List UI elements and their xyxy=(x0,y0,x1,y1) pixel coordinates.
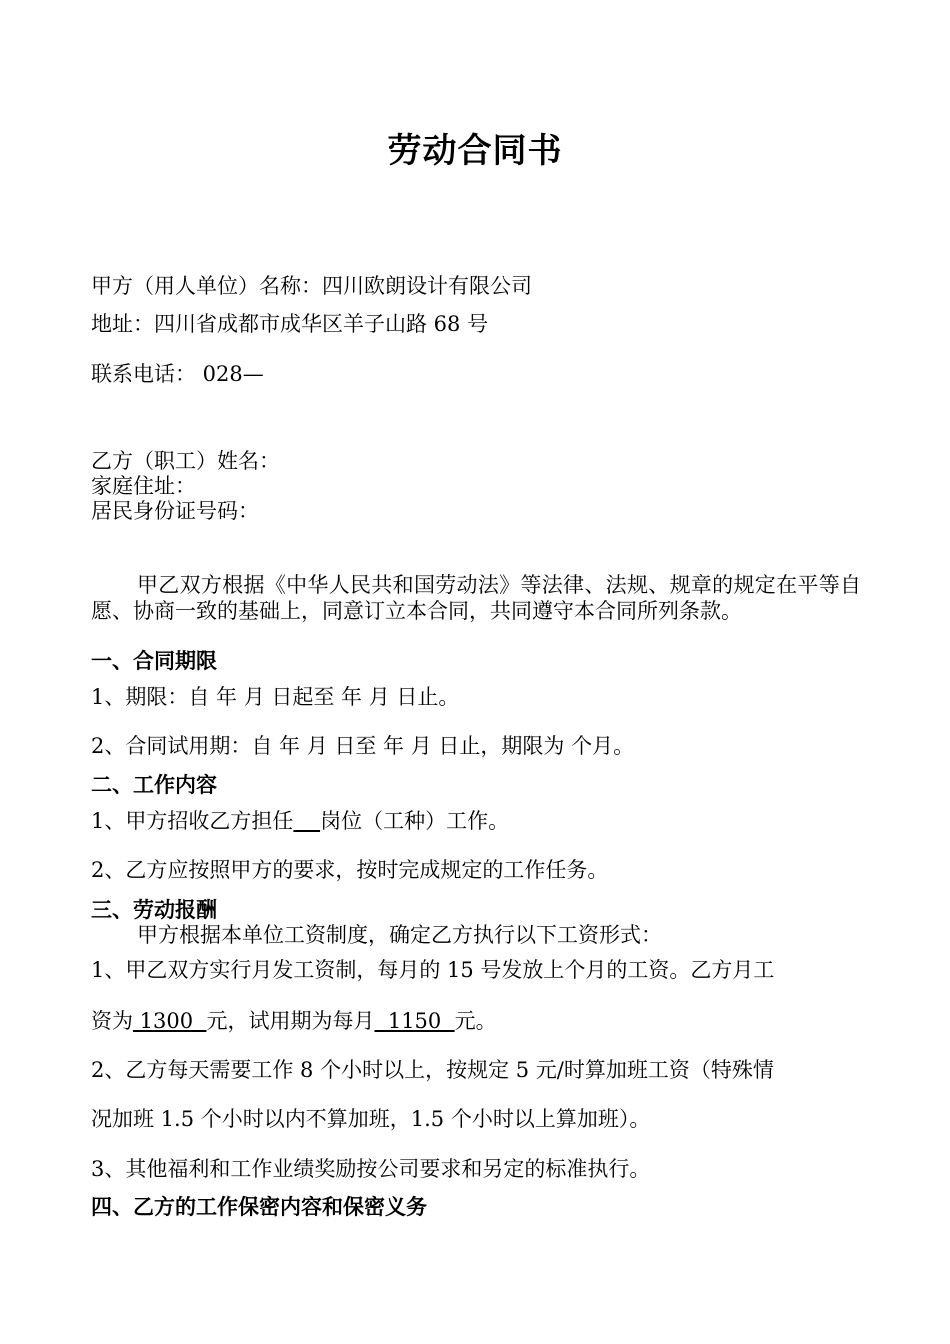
salary-middle: 元，试用期为每月 xyxy=(206,1009,375,1033)
section-3-item-1-line-2 xyxy=(91,1008,497,1034)
probation-salary: 1150 xyxy=(374,1009,455,1033)
section-3-item-2-line-1: 2、乙方每天需要工作 8 个小时以上，按规定 5 元/时算加班工资（特殊情 xyxy=(91,1058,774,1082)
section-1-item-1: 1、期限：自 年 月 日起至 年 月 日止。 xyxy=(91,685,460,709)
section-3-heading: 三、劳动报酬 xyxy=(91,898,217,922)
salary-suffix: 元。 xyxy=(454,1009,497,1033)
section-3-item-1-line-1: 1、甲乙双方实行月发工资制，每月的 15 号发放上个月的工资。乙方月工 xyxy=(91,958,775,982)
party-a-address: 地址：四川省成都市成华区羊子山路 68 号 xyxy=(91,312,489,336)
position-blank xyxy=(293,809,320,833)
section-2-heading: 二、工作内容 xyxy=(91,773,217,797)
section-2-item-1-prefix: 1、甲方招收乙方担任 xyxy=(91,809,294,833)
document-title: 劳动合同书 xyxy=(387,131,563,171)
monthly-salary: 1300 xyxy=(133,1009,207,1033)
party-a-name: 甲方（用人单位）名称：四川欧朗设计有限公司 xyxy=(91,274,532,298)
section-4-heading: 四、乙方的工作保密内容和保密义务 xyxy=(91,1195,427,1219)
section-2-item-1 xyxy=(91,808,509,834)
party-a-phone: 联系电话： 028— xyxy=(91,362,264,386)
party-b-address: 家庭住址： xyxy=(91,474,196,498)
party-b-name: 乙方（职工）姓名： xyxy=(91,449,280,473)
section-1-heading: 一、合同期限 xyxy=(91,649,217,673)
party-b-id-number: 居民身份证号码： xyxy=(91,499,259,523)
section-1-item-2: 2、合同试用期：自 年 月 日至 年 月 日止，期限为 个月。 xyxy=(91,734,635,758)
section-2-item-1-suffix: 岗位（工种）工作。 xyxy=(320,809,510,833)
section-3-item-3: 3、其他福利和工作业绩奖励按公司要求和另定的标准执行。 xyxy=(91,1157,651,1181)
intro-paragraph: 甲乙双方根据《中华人民共和国劳动法》等法律、法规、规章的规定在平等自愿、协商一致的基础上，同意订立本合同，共同遵守本合同所列条款。 xyxy=(91,573,861,623)
section-3-item-2-line-2: 况加班 1.5 个小时以内不算加班，1.5 个小时以上算加班）。 xyxy=(91,1107,651,1131)
section-2-item-2: 2、乙方应按照甲方的要求，按时完成规定的工作任务。 xyxy=(91,858,609,882)
salary-prefix: 资为 xyxy=(91,1009,133,1033)
section-3-intro: 甲方根据本单位工资制度，确定乙方执行以下工资形式： xyxy=(137,923,662,947)
